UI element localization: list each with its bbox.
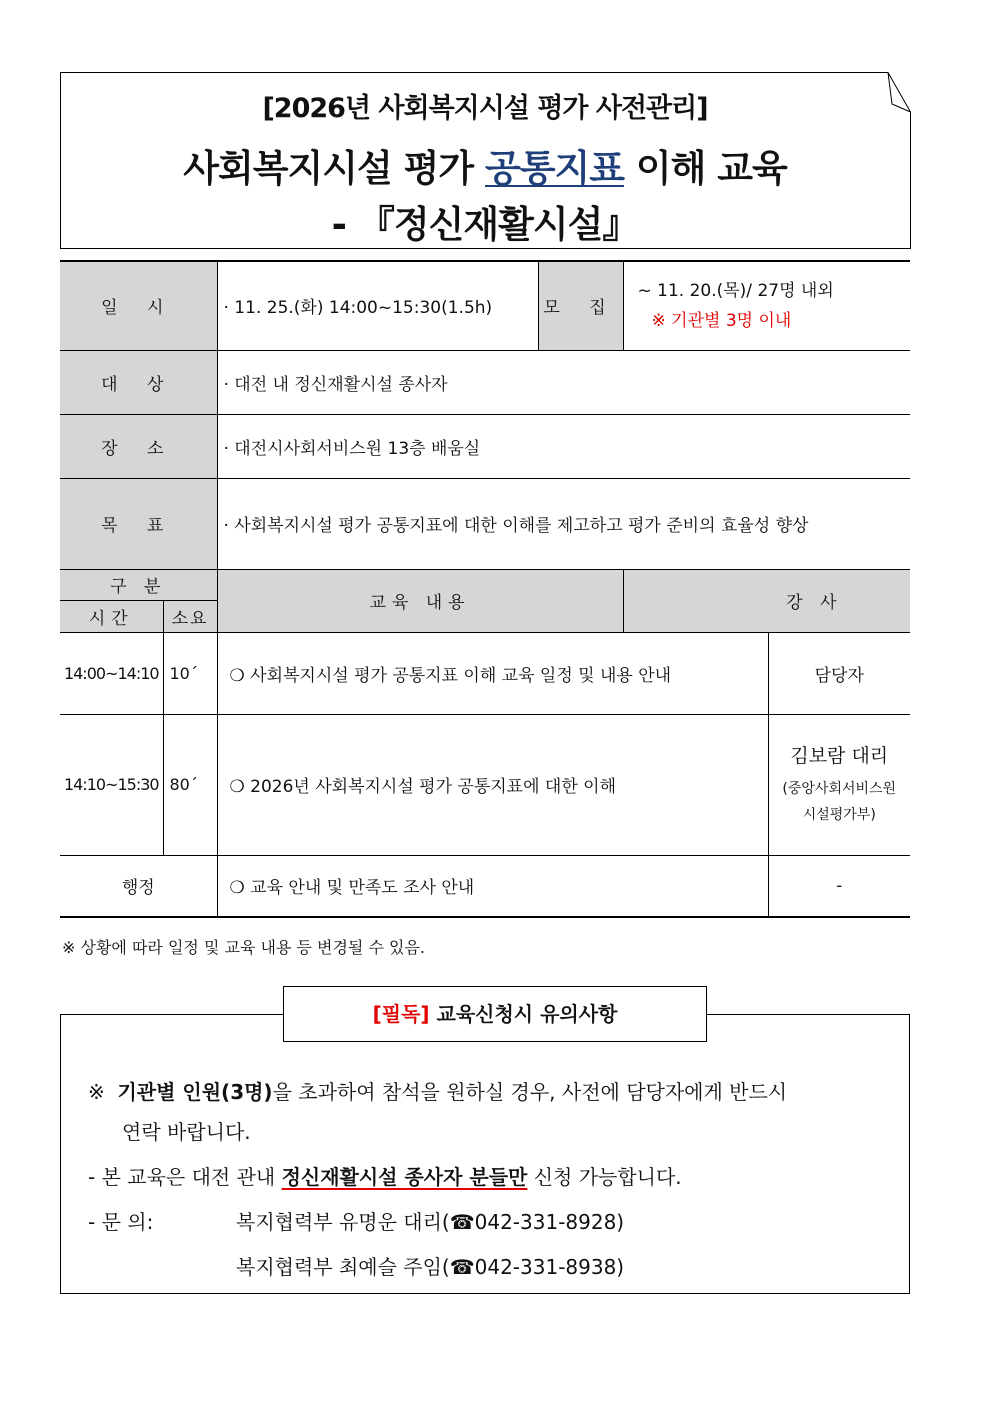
header-group: 구 분 [60, 569, 217, 600]
place-value: · 대전시사회서비스원 13층 배움실 [217, 414, 910, 478]
goal-label: 목 표 [60, 478, 217, 569]
notice-line1-rest: 을 초과하여 참석을 원하실 경우, 사전에 담당자에게 반드시 [272, 1080, 788, 1104]
schedule-row [60, 714, 910, 855]
title-highlight: 공통지표 [485, 147, 624, 190]
title-line2-post: 이해 교육 [623, 147, 787, 190]
title-line1: [2026년 사회복지시설 평가 사전관리] [262, 93, 708, 124]
row-lecturer: 담당자 [768, 632, 910, 714]
admin-label: 행정 [60, 855, 217, 917]
notice-title [283, 986, 707, 1042]
notice-contact-1: 복지협력부 유명운 대리(☎042-331-8928) [236, 1210, 625, 1234]
row-time: 14:00~14:10 [60, 632, 163, 714]
notice-line1-bold: 기관별 인원(3명) [117, 1080, 273, 1104]
date-label: 일 시 [60, 261, 217, 350]
header-time: 시간 [60, 600, 163, 632]
row-time: 14:10~15:30 [60, 714, 163, 855]
row-lecturer: 김보람 대리 [790, 745, 889, 767]
title-line2 [60, 138, 910, 192]
notice-line2 [88, 1161, 682, 1190]
title-line3: - 『정신재활시설』 [331, 203, 639, 246]
date-value: · 11. 25.(화) 14:00~15:30(1.5h) [217, 261, 538, 350]
notice-mark: ※ [88, 1080, 105, 1104]
schedule-row [60, 632, 910, 714]
notice-title-text: 교육신청시 유의사항 [429, 1002, 618, 1026]
info-table [60, 260, 910, 918]
admin-row [60, 855, 910, 917]
recruit-cell [623, 261, 910, 350]
notice-contact-2: 복지협력부 최예슬 주임(☎042-331-8938) [236, 1255, 625, 1279]
target-value: · 대전 내 정신재활시설 종사자 [217, 350, 910, 414]
row-lecturer-sub: (중앙사회서비스원 시설평가부) [782, 781, 897, 823]
recruit-value: ~ 11. 20.(목)/ 27명 내외 [637, 280, 834, 301]
header-content: 교육 내용 [217, 569, 623, 632]
row-duration: 80´ [163, 714, 217, 855]
notice-line2-pre: - 본 교육은 대전 관내 [88, 1165, 282, 1189]
row-content: ❍ 2026년 사회복지시설 평가 공통지표에 대한 이해 [217, 714, 768, 855]
header-lecturer [623, 569, 910, 632]
row-content: ❍ 사회복지시설 평가 공통지표 이해 교육 일정 및 내용 안내 [217, 632, 768, 714]
title-line2-pre: 사회복지시설 평가 [183, 147, 485, 190]
notice-line1-cont: 연락 바랍니다. [122, 1120, 251, 1144]
notice-line2-post: 신청 가능합니다. [527, 1165, 682, 1189]
header-duration: 소요 [163, 600, 217, 632]
row-target [60, 350, 910, 414]
place-label: 장 소 [60, 414, 217, 478]
row-place [60, 414, 910, 478]
target-label: 대 상 [60, 350, 217, 414]
notice-tag: [필독] [372, 1002, 430, 1026]
notice-line1 [88, 1076, 787, 1105]
row-date [60, 261, 910, 350]
admin-content: ❍ 교육 안내 및 만족도 조사 안내 [217, 855, 768, 917]
change-note: ※ 상황에 따라 일정 및 교육 내용 등 변경될 수 있음. [62, 938, 426, 957]
row-duration: 10´ [163, 632, 217, 714]
notice-line2-emph: 정신재활시설 종사자 분들만 [281, 1165, 528, 1189]
notice-contact-label: - 문 의: [88, 1210, 154, 1234]
recruit-label: 모 집 [538, 261, 623, 350]
header-lecturer-text: 강 사 [786, 593, 843, 613]
row-goal [60, 478, 910, 569]
recruit-note: ※ 기관별 3명 이내 [651, 310, 792, 331]
admin-lecturer: - [768, 855, 910, 917]
schedule-header-row1 [60, 569, 910, 600]
goal-value: · 사회복지시설 평가 공통지표에 대한 이해를 제고하고 평가 준비의 효율성 향상 [217, 478, 910, 569]
row-lecturer-cell [768, 714, 910, 855]
